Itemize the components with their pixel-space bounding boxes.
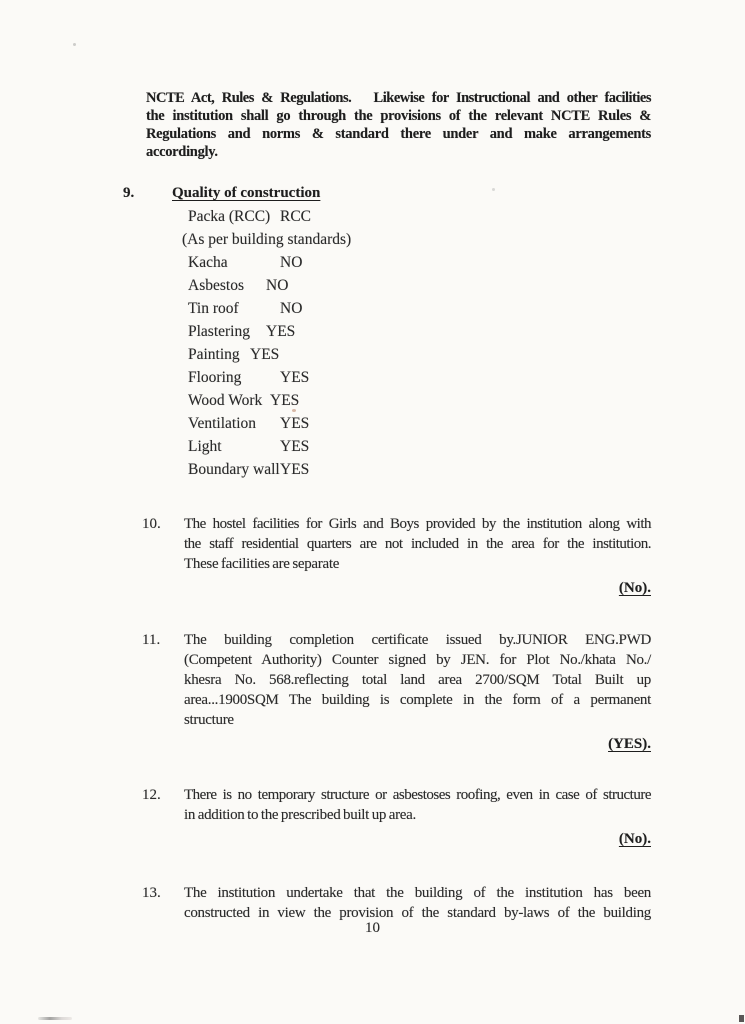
construction-label: Painting <box>188 346 240 363</box>
construction-list <box>182 205 351 481</box>
construction-value: NO <box>280 300 303 317</box>
construction-row <box>182 297 351 320</box>
construction-row <box>182 435 351 458</box>
text-line: structure <box>184 712 234 728</box>
scan-speck <box>492 188 495 191</box>
construction-row <box>182 412 351 435</box>
construction-label: Tin roof <box>188 300 239 317</box>
construction-value: YES <box>250 346 280 363</box>
construction-value: YES <box>280 438 310 455</box>
text-line: khesra No. 568.reflecting total land area 2700/SQM Total Built up <box>184 672 651 688</box>
item-number: 13. <box>142 885 161 901</box>
text-line: NCTE Act, Rules & Regulations. Likewise for Instructional and other facilities <box>146 90 651 106</box>
construction-row <box>182 320 351 343</box>
list-item-12 <box>142 785 651 849</box>
text-line: The hostel facilities for Girls and Boys provided by the institution along with <box>184 516 651 532</box>
construction-value: YES <box>280 369 310 386</box>
list-item-11 <box>142 630 651 754</box>
intro-paragraph <box>146 89 651 161</box>
item-answer: (YES). <box>608 736 651 752</box>
construction-value: YES <box>280 415 310 432</box>
text-line: These facilities are separate <box>184 556 340 572</box>
construction-row <box>182 228 351 251</box>
text-line: in addition to the prescribed built up area. <box>184 807 416 823</box>
construction-value: YES <box>280 461 310 478</box>
construction-row <box>182 205 351 228</box>
text-line: accordingly. <box>146 144 218 160</box>
item-number: 12. <box>142 787 161 803</box>
construction-row <box>182 458 351 481</box>
construction-row <box>182 274 351 297</box>
construction-label: Packa (RCC) <box>188 208 271 225</box>
construction-label: Kacha <box>188 254 228 271</box>
item-answer: (No). <box>618 831 651 847</box>
text-line: There is no temporary structure or asbestoses roofing, even in case of structure <box>184 787 651 803</box>
item-number: 11. <box>142 632 161 648</box>
construction-label: Boundary wall <box>188 461 280 478</box>
text-line: the institution shall go through the provisions of the relevant NCTE Rules & <box>146 108 651 124</box>
construction-row <box>182 251 351 274</box>
construction-value: YES <box>266 323 296 340</box>
scan-speck <box>73 43 76 46</box>
item-answer: (No). <box>618 580 651 596</box>
construction-row <box>182 366 351 389</box>
section-number: 9. <box>123 185 135 201</box>
construction-value: YES <box>270 392 300 409</box>
list-item-10 <box>142 514 651 598</box>
construction-label: Plastering <box>188 323 250 340</box>
construction-label: Asbestos <box>188 277 244 294</box>
text-line: The building completion certificate issued by.JUNIOR ENG.PWD <box>184 632 651 648</box>
construction-row <box>182 343 351 366</box>
scan-speck <box>292 409 296 412</box>
item-body <box>184 785 651 849</box>
item-body <box>184 514 651 598</box>
item-number: 10. <box>142 516 161 532</box>
construction-row <box>182 389 351 412</box>
text-line: area...1900SQM The building is complete in the form of a permanent <box>184 692 651 708</box>
text-line: Regulations and norms & standard there under and make arrangements <box>146 126 651 142</box>
scan-smudge <box>38 1017 72 1020</box>
construction-label: Flooring <box>188 369 242 386</box>
text-line: the staff residential quarters are not included in the area for the institution. <box>184 536 651 552</box>
construction-label: Wood Work <box>188 392 263 409</box>
construction-value: NO <box>266 277 289 294</box>
section-title: Quality of construction <box>172 185 321 201</box>
text-line: The institution undertake that the building of the institution has been <box>184 885 651 901</box>
construction-value: NO <box>280 254 303 271</box>
section-heading <box>123 184 320 203</box>
scan-speck <box>739 1015 744 1022</box>
item-body <box>184 883 651 923</box>
text-line: constructed in view the provision of the standard by-laws of the building <box>184 905 651 921</box>
construction-value: RCC <box>280 208 312 225</box>
page-number: 10 <box>365 920 380 936</box>
construction-label: (As per building standards) <box>182 231 352 248</box>
item-body <box>184 630 651 754</box>
text-line: (Competent Authority) Counter signed by JEN. for Plot No./khata No./ <box>184 652 651 668</box>
list-item-13 <box>142 883 651 923</box>
construction-label: Ventilation <box>188 415 257 432</box>
construction-label: Light <box>188 438 222 455</box>
